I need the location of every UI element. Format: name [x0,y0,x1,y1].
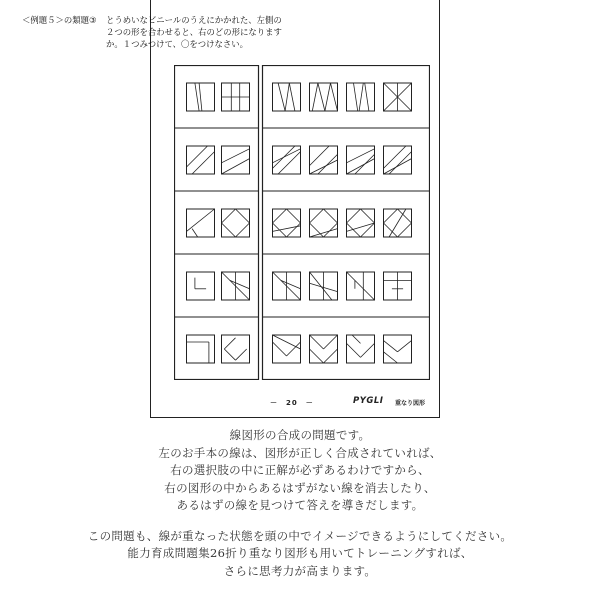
figure-line [324,349,338,363]
figure-line [192,229,198,237]
caption-line: 右の選択肢の中に正解が必ずあるわけですから、 [170,463,430,477]
figure-line [389,152,411,174]
figure-line [236,209,250,223]
figure-line [187,146,208,167]
figure-line [273,342,287,356]
figure-line [318,83,325,111]
figure-line [324,209,338,223]
caption-line: この問題も、線が重なった状態を頭の中でイメージできるようにしてください。 [87,528,513,543]
figure-line [361,343,375,357]
figure-line [281,280,301,288]
figure-line [324,335,338,349]
question-text: とうめいなビニールのうえにかかれた、左側の２つの形を合わせると、右のどの形になりますか。１つみつけて、〇をつけなさい。 [106,15,282,49]
figure-line [318,154,338,174]
figure-line [222,209,236,223]
figure-line [389,209,406,237]
example-figure-a [187,209,215,237]
figure-line [289,83,295,111]
caption-line: 線図形の合成の問題です。 [229,428,371,442]
figure-line [325,83,331,111]
choice-figure [384,146,412,174]
figure-line [365,83,369,111]
brand-logo: PYGLI [353,396,384,406]
choice-figure [384,335,412,363]
figure-line [195,83,199,111]
example-figure-b [222,146,250,174]
example-column-frame [175,66,259,380]
figure-line [310,229,338,237]
figure-line [384,352,398,363]
figure-line [310,209,324,223]
figure-line [187,209,215,231]
puzzle-grid-svg [174,65,430,380]
caption-line: 左のお手本の線は、図形が正しく合成されていれば、 [158,445,442,460]
figure-line [347,343,361,357]
choice-figure [273,335,301,363]
figure-line [310,146,330,166]
caption-line: 能力育成問題集26折り重なり図形も用いてトレーニングすれば、 [127,546,473,560]
choice-figure [310,146,338,174]
figure-line [310,349,324,363]
figure-line [384,209,398,223]
figure-line [278,152,300,174]
figure-line [384,146,406,168]
figure-line [230,280,250,288]
figure-line [285,83,289,111]
figure-line [398,223,412,237]
figure-line [236,349,247,360]
choice-figure [347,146,375,174]
choice-figure [273,83,301,111]
example-figure-a [187,146,215,174]
figure-line [361,209,375,223]
figure-line [347,272,375,300]
figure-line [352,335,360,343]
choice-figure [273,209,301,237]
figure-line [310,272,332,300]
puzzle-grid [174,65,430,380]
caption-line: あるはずの線を見つけて答えを導きだします。 [176,498,424,512]
figure-line [273,209,287,223]
choice-figure [273,146,301,174]
figure-line [347,209,361,223]
figure-line [398,341,412,352]
figure-line [312,83,318,111]
figure-line [384,341,398,352]
figure-line [199,83,202,111]
example-figure-b [222,335,250,363]
description-caption [0,427,600,580]
choice-figure [347,335,375,363]
figure-line [278,83,285,111]
figure-line [287,209,301,223]
example-figure-a [187,272,215,300]
figure-line [324,223,338,237]
figure-line [310,160,338,174]
figure-line [310,335,324,349]
figure-line [224,349,235,360]
caption-line: さらに思考力が高まります。 [223,563,377,578]
figure-line [222,223,236,237]
example-figure-a [187,335,215,363]
figure-line [287,223,301,237]
choice-figure [347,209,375,237]
figure-line [347,223,361,237]
page-number: － 20 － [270,399,314,407]
figure-line [236,223,250,237]
caption-line: 右の図形の中からあるはずがない線を消去したり、 [164,480,436,495]
example-figure-b [222,209,250,237]
figure-line [354,83,358,111]
figure-line [384,159,412,174]
figure-line [287,342,301,356]
figure-line [273,335,301,349]
booklet-title: 重なり図形 [395,400,426,407]
choice-figure [347,83,375,111]
figure-line [331,83,338,111]
figure-line [224,338,235,349]
example-label: ＜例題５＞の類題③ [22,15,97,25]
figure-line [359,83,363,111]
figure-line [192,152,214,174]
